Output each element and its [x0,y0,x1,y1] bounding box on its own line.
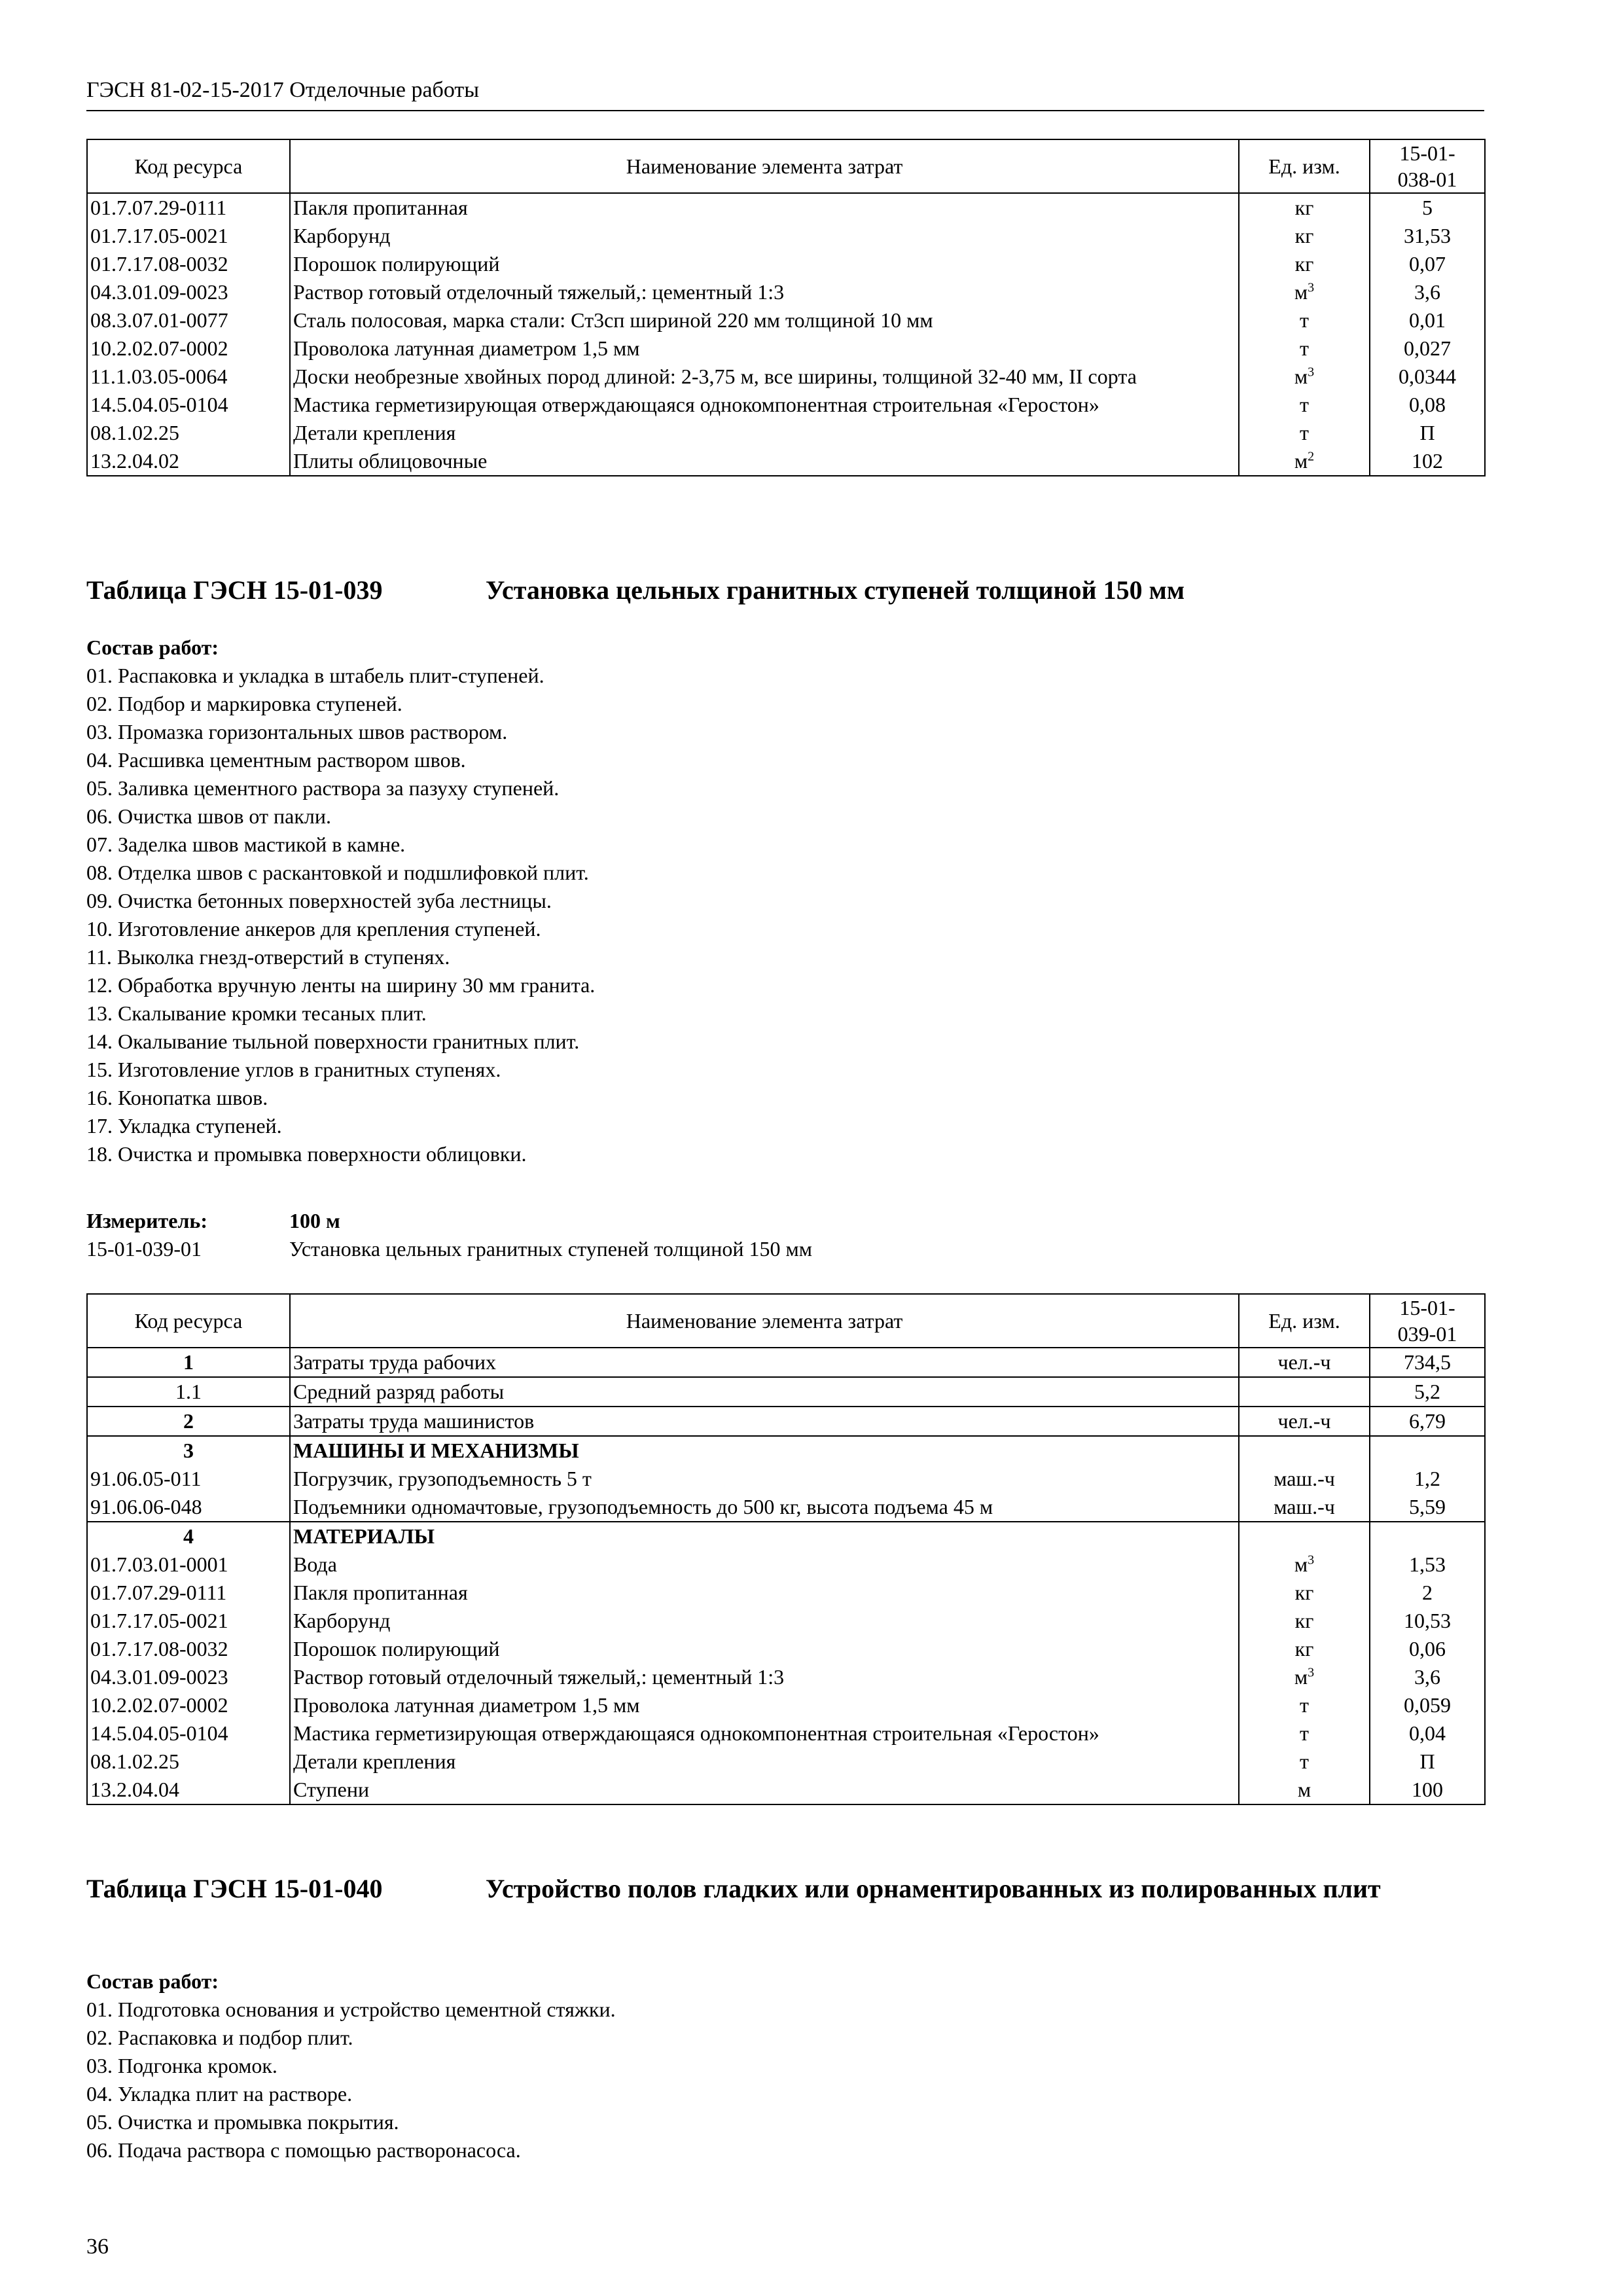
cell-unit: т [1239,391,1370,419]
cell-code: 01.7.17.05-0021 [87,222,290,250]
cell-name: Доски необрезные хвойных пород длиной: 2-3,75 м, все ширины, толщиной 32-40 мм, II сорта [290,363,1239,391]
resource-table-039 [86,1293,1486,1805]
table-row [87,1748,1485,1776]
cell-unit [1239,1522,1370,1551]
table-row [87,1407,1485,1436]
work-item: 04. Расшивка цементным раствором швов. [86,748,466,772]
col-header-norm: 15-01- 038-01 [1370,139,1485,193]
col-header-name: Наименование элемента затрат [290,139,1239,193]
cell-name: Проволока латунная диаметром 1,5 мм [290,1691,1239,1719]
cell-unit: кг [1239,250,1370,278]
cell-unit: кг [1239,1579,1370,1607]
table-row [87,193,1485,222]
work-item: 16. Конопатка швов. [86,1086,268,1109]
cell-unit: т [1239,306,1370,334]
cell-unit: $м^3$ [1239,1663,1370,1691]
table-header-row [87,1294,1485,1348]
cell-code: 10.2.02.07-0002 [87,334,290,363]
norm-code: 15-01-039-01 [86,1237,202,1261]
work-item: 12. Обработка вручную ленты на ширину 30 мм гранита. [86,973,596,997]
cell-name: Порошок полирующий [290,250,1239,278]
cell-name: Детали крепления [290,419,1239,447]
col-header-unit: Ед. изм. [1239,139,1370,193]
cell-name: Раствор готовый отделочный тяжелый,: цементный 1:3 [290,1663,1239,1691]
cell-code: 11.1.03.05-0064 [87,363,290,391]
cell-unit: маш.-ч [1239,1465,1370,1493]
measure-value: 100 м [289,1209,340,1232]
cell-code: 01.7.07.29-0111 [87,193,290,222]
cell-value [1370,1436,1485,1465]
work-item: 01. Распаковка и укладка в штабель плит-ступеней. [86,664,544,687]
cell-value: 102 [1370,447,1485,476]
cell-unit [1239,1436,1370,1465]
table-row [87,334,1485,363]
cell-unit: маш.-ч [1239,1493,1370,1522]
table-row [87,1522,1485,1551]
work-item: 13. Скалывание кромки тесаных плит. [86,1001,427,1025]
col-header-code: Код ресурса [87,139,290,193]
col-header-code: Код ресурса [87,1294,290,1348]
cell-unit: чел.-ч [1239,1348,1370,1377]
cell-code: 01.7.07.29-0111 [87,1579,290,1607]
table-row [87,419,1485,447]
page-number: 36 [86,2234,109,2259]
cell-name: Затраты труда рабочих [290,1348,1239,1377]
cell-name: Мастика герметизирующая отверждающаяся однокомпонентная строительная «Геростон» [290,1719,1239,1748]
table-row [87,1719,1485,1748]
work-item: 01. Подготовка основания и устройство цементной стяжки. [86,1998,616,2021]
table-row [87,1377,1485,1407]
table-row [87,363,1485,391]
cell-value: 2 [1370,1579,1485,1607]
cell-code: 01.7.03.01-0001 [87,1551,290,1579]
cell-name: Пакля пропитанная [290,1579,1239,1607]
cell-value: П [1370,419,1485,447]
cell-unit: чел.-ч [1239,1407,1370,1436]
work-item: 15. Изготовление углов в гранитных ступенях. [86,1058,501,1081]
table-row [87,1776,1485,1804]
table-header-row [87,139,1485,193]
cell-code: 4 [87,1522,290,1551]
cell-value: 3,6 [1370,278,1485,306]
works-label: Состав работ: [86,1969,219,1993]
cell-unit: кг [1239,1607,1370,1635]
table-row [87,1579,1485,1607]
table-row [87,391,1485,419]
cell-code: 08.3.07.01-0077 [87,306,290,334]
cell-name: Карборунд [290,222,1239,250]
cell-name: Сталь полосовая, марка стали: Ст3сп шириной 220 мм толщиной 10 мм [290,306,1239,334]
cell-unit: т [1239,334,1370,363]
cell-code: 13.2.04.04 [87,1776,290,1804]
cell-value: 0,07 [1370,250,1485,278]
cell-unit: м [1239,1776,1370,1804]
cell-code: 01.7.17.05-0021 [87,1607,290,1635]
table-row [87,1663,1485,1691]
cell-code: 91.06.06-048 [87,1493,290,1522]
cell-name: Проволока латунная диаметром 1,5 мм [290,334,1239,363]
cell-value: 5,59 [1370,1493,1485,1522]
cell-name: МАТЕРИАЛЫ [290,1522,1239,1551]
cell-value: 734,5 [1370,1348,1485,1377]
table-row [87,1493,1485,1522]
works-list-040 [86,1967,616,2164]
cell-code: 01.7.17.08-0032 [87,1635,290,1663]
table-row [87,1635,1485,1663]
work-item: 10. Изготовление анкеров для крепления ступеней. [86,917,541,941]
table-title: Установка цельных гранитных ступеней толщиной 150 мм [486,575,1185,605]
cell-value: 6,79 [1370,1407,1485,1436]
col-header-unit: Ед. изм. [1239,1294,1370,1348]
norm-name: Установка цельных гранитных ступеней толщиной 150 мм [289,1237,812,1261]
cell-unit: кг [1239,193,1370,222]
work-item: 18. Очистка и промывка поверхности облицовки. [86,1142,527,1166]
work-item: 05. Очистка и промывка покрытия. [86,2110,399,2134]
table-row [87,1348,1485,1377]
work-item: 14. Окалывание тыльной поверхности гранитных плит. [86,1030,580,1053]
table-row [87,447,1485,476]
table-label: Таблица ГЭСН 15-01-040 [86,1874,383,1903]
table-body [87,193,1485,476]
works-list-039 [86,634,595,1168]
cell-unit: кг [1239,1635,1370,1663]
cell-unit: кг [1239,222,1370,250]
cell-value: 0,059 [1370,1691,1485,1719]
cell-name: Ступени [290,1776,1239,1804]
cell-unit [1239,1377,1370,1407]
cell-value: 10,53 [1370,1607,1485,1635]
cell-value: 0,06 [1370,1635,1485,1663]
work-item: 03. Промазка горизонтальных швов раствором. [86,720,508,744]
cell-code: 04.3.01.09-0023 [87,1663,290,1691]
work-item: 08. Отделка швов с раскантовкой и подшлифовкой плит. [86,861,589,884]
cell-unit: $м^3$ [1239,1551,1370,1579]
table-row [87,250,1485,278]
cell-name: Карборунд [290,1607,1239,1635]
work-item: 17. Укладка ступеней. [86,1114,282,1138]
cell-code: 08.1.02.25 [87,1748,290,1776]
table-row [87,278,1485,306]
work-item: 06. Подача раствора с помощью растворонасоса. [86,2138,521,2162]
cell-value: 0,0344 [1370,363,1485,391]
cell-code: 04.3.01.09-0023 [87,278,290,306]
cell-value: 31,53 [1370,222,1485,250]
cell-unit: т [1239,1748,1370,1776]
cell-code: 3 [87,1436,290,1465]
table-label: Таблица ГЭСН 15-01-039 [86,575,383,605]
works-label: Состав работ: [86,636,219,659]
cell-name: Раствор готовый отделочный тяжелый,: цементный 1:3 [290,278,1239,306]
cell-name: Средний разряд работы [290,1377,1239,1407]
work-item: 11. Выколка гнезд-отверстий в ступенях. [86,945,450,969]
cell-unit: т [1239,1691,1370,1719]
table-row [87,222,1485,250]
cell-name: Детали крепления [290,1748,1239,1776]
work-item: 02. Распаковка и подбор плит. [86,2026,353,2049]
cell-value: П [1370,1748,1485,1776]
cell-name: МАШИНЫ И МЕХАНИЗМЫ [290,1436,1239,1465]
cell-value: 0,027 [1370,334,1485,363]
cell-value: 0,01 [1370,306,1485,334]
cell-name: Погрузчик, грузоподъемность 5 т [290,1465,1239,1493]
table-body [87,1348,1485,1804]
work-item: 06. Очистка швов от пакли. [86,804,331,828]
cell-value: 0,08 [1370,391,1485,419]
table-row [87,1436,1485,1465]
cell-unit: $м^3$ [1239,278,1370,306]
cell-unit: $м^2$ [1239,447,1370,476]
table-row [87,1465,1485,1493]
work-item: 04. Укладка плит на растворе. [86,2082,353,2106]
cell-unit: т [1239,419,1370,447]
cell-name: Плиты облицовочные [290,447,1239,476]
cell-value: 3,6 [1370,1663,1485,1691]
cell-code: 08.1.02.25 [87,419,290,447]
cell-code: 1.1 [87,1377,290,1407]
cell-name: Вода [290,1551,1239,1579]
resource-table-038 [86,139,1486,476]
work-item: 09. Очистка бетонных поверхностей зуба лестницы. [86,889,552,912]
cell-code: 10.2.02.07-0002 [87,1691,290,1719]
running-header: ГЭСН 81-02-15-2017 Отделочные работы [86,76,1484,111]
cell-value [1370,1522,1485,1551]
cell-name: Подъемники одномачтовые, грузоподъемность до 500 кг, высота подъема 45 м [290,1493,1239,1522]
cell-code: 1 [87,1348,290,1377]
col-header-name: Наименование элемента затрат [290,1294,1239,1348]
cell-code: 13.2.04.02 [87,447,290,476]
cell-code: 14.5.04.05-0104 [87,391,290,419]
work-item: 07. Заделка швов мастикой в камне. [86,833,406,856]
table-row [87,1551,1485,1579]
cell-value: 0,04 [1370,1719,1485,1748]
cell-unit: $м^3$ [1239,363,1370,391]
cell-code: 91.06.05-011 [87,1465,290,1493]
cell-name: Мастика герметизирующая отверждающаяся однокомпонентная строительная «Геростон» [290,391,1239,419]
cell-code: 2 [87,1407,290,1436]
work-item: 02. Подбор и маркировка ступеней. [86,692,402,715]
cell-name: Затраты труда машинистов [290,1407,1239,1436]
cell-unit: т [1239,1719,1370,1748]
table-row [87,306,1485,334]
table-row [87,1691,1485,1719]
work-item: 05. Заливка цементного раствора за пазуху ступеней. [86,776,560,800]
cell-code: 14.5.04.05-0104 [87,1719,290,1748]
cell-value: 1,53 [1370,1551,1485,1579]
table-row [87,1607,1485,1635]
cell-name: Пакля пропитанная [290,193,1239,222]
cell-value: 5 [1370,193,1485,222]
cell-value: 100 [1370,1776,1485,1804]
col-header-norm: 15-01- 039-01 [1370,1294,1485,1348]
measure-label: Измеритель: [86,1209,207,1232]
cell-code: 01.7.17.08-0032 [87,250,290,278]
work-item: 03. Подгонка кромок. [86,2054,277,2077]
cell-name: Порошок полирующий [290,1635,1239,1663]
table-title: Устройство полов гладких или орнаментированных из полированных плит [486,1874,1381,1903]
cell-value: 1,2 [1370,1465,1485,1493]
cell-value: 5,2 [1370,1377,1485,1407]
